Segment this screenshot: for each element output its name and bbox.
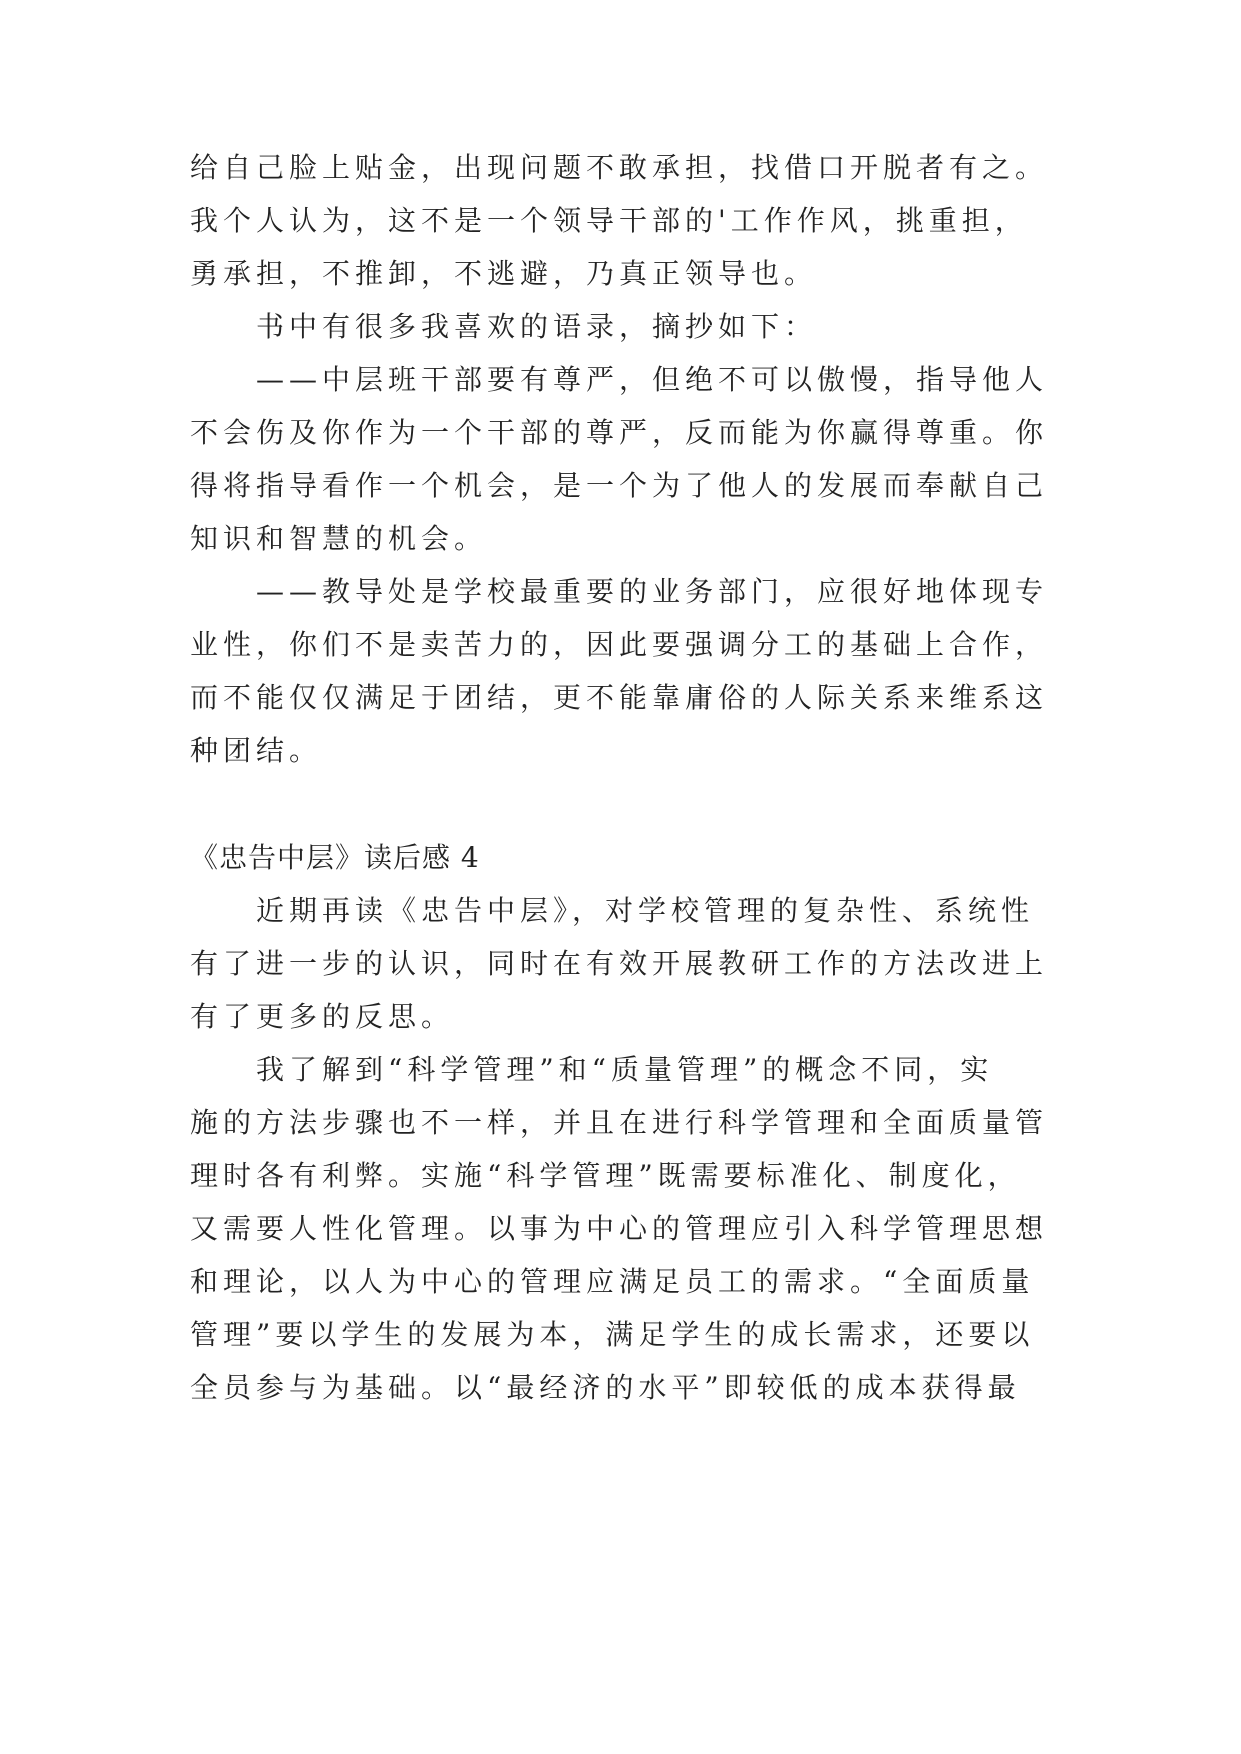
paragraph-line: 有了更多的反思。 <box>190 1000 455 1033</box>
quote-line: 知识和智慧的机会。 <box>190 522 488 555</box>
paragraph-line: 我了解到“科学管理”和“质量管理”的概念不同，实 <box>256 1053 994 1086</box>
paragraph-line: 有了进一步的认识，同时在有效开展教研工作的方法改进上 <box>190 947 1049 980</box>
paragraph-line: 给自己脸上贴金，出现问题不敢承担，找借口开脱者有之。 <box>190 151 1049 184</box>
section-heading: 《忠告中层》读后感 4 <box>190 841 480 874</box>
paragraph-line: 施的方法步骤也不一样，并且在进行科学管理和全面质量管 <box>190 1106 1049 1139</box>
paragraph-line: 理时各有利弊。实施“科学管理”既需要标准化、制度化， <box>190 1159 1021 1192</box>
paragraph-line: 管理”要以学生的发展为本，满足学生的成长需求，还要以 <box>190 1318 1035 1351</box>
quote-line: ——教导处是学校最重要的业务部门，应很好地体现专 <box>256 575 1049 608</box>
paragraph-line: 全员参与为基础。以“最经济的水平”即较低的成本获得最 <box>190 1371 1021 1404</box>
quote-line: ——中层班干部要有尊严，但绝不可以傲慢，指导他人 <box>256 363 1049 396</box>
paragraph-line: 和理论，以人为中心的管理应满足员工的需求。“全面质量 <box>190 1265 1035 1298</box>
quote-line: 业性，你们不是卖苦力的，因此要强调分工的基础上合作， <box>190 628 1049 661</box>
paragraph-line: 又需要人性化管理。以事为中心的管理应引入科学管理思想 <box>190 1212 1049 1245</box>
paragraph-line: 近期再读《忠告中层》，对学校管理的复杂性、系统性 <box>256 894 1035 927</box>
quote-line: 而不能仅仅满足于团结，更不能靠庸俗的人际关系来维系这 <box>190 681 1049 714</box>
paragraph-line: 书中有很多我喜欢的语录，摘抄如下： <box>256 310 818 343</box>
paragraph-line: 我个人认为，这不是一个领导干部的'工作作风，挑重担， <box>190 204 1028 237</box>
quote-line: 种团结。 <box>190 734 323 767</box>
quote-line: 不会伤及你作为一个干部的尊严，反而能为你赢得尊重。你 <box>190 416 1049 449</box>
paragraph-line: 勇承担，不推卸，不逃避，乃真正领导也。 <box>190 257 818 290</box>
quote-line: 得将指导看作一个机会，是一个为了他人的发展而奉献自己 <box>190 469 1049 502</box>
